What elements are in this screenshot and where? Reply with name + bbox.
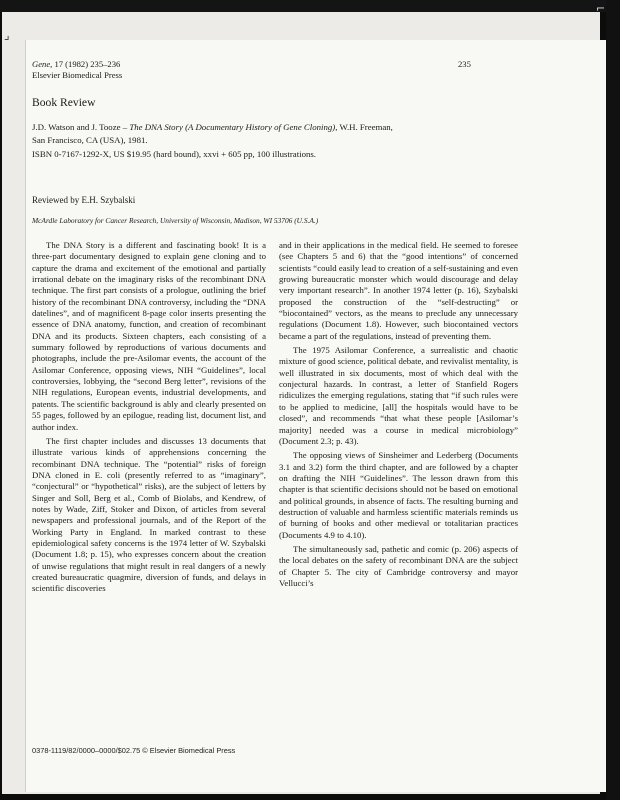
body-column-right bbox=[279, 240, 518, 589]
book-isbn: ISBN 0-7167-1292-X, US $19.95 (hard bound), xxvi + 605 pp, 100 illustrations. bbox=[32, 148, 317, 159]
paragraph: The opposing views of Sinsheimer and Lederberg (Documents 3.1 and 3.2) form the third chapter, and are followed by a chapter on drafting the NIH “Guidelines”. The lesson drawn from this chapter is that scientific decisions should not be based on emotional and political grounds, in absence of facts. The resulting burning and destruction of valuable and harmless scientific materials reminds us of burning of books and other medieval or totalitarian practices (Documents 4.9 to 4.10). bbox=[279, 450, 518, 540]
paragraph: The DNA Story is a different and fascinating book! It is a three-part documentary designed to explain gene cloning and to capture the drama and excitement of the emotional and partially irrational debate on the imaginary risks of the recombinant DNA technique. The first part consists of a prologue, outlining the brief history of the recombinant DNA controversy, including the “DNA datelines”, and of magnificent 8-page color inserts presenting the essence of DNA anatomy, function, and creation of recombinant DNA and its products. Sixteen chapters, each consisting of a summary followed by reproductions of various documents and photographs, include the pre-Asilomar events, the account of the Asilomar Conference, opposing views, NIH “Guidelines”, local controversies, lobbying, the “second Berg letter”, revisions of the NIH regulations, European events, industrial developments, and patents. The scientific background is ably and clearly presented on 55 pages, followed by an epilogue, reading list, document list, and author index. bbox=[32, 240, 266, 432]
journal-volume: , 17 (1982) 235–236 bbox=[50, 59, 121, 69]
journal-name: Gene bbox=[32, 59, 51, 69]
paragraph: The first chapter includes and discusses 13 documents that illustrate various kinds of apprehensions concerning the recombinant DNA technique. The “potential” risks of foreign DNA cloned in E. coli (presently referred to as “imaginary”, “conjectural” or “hypothetical” risks), are the subject of letters by Singer and Soll, Berg et al., Comb of Biolabs, and Kendrew, of notes by Wade, Ziff, Stoker and Dixon, of articles from several newspapers and professional journals, and of the Report of the Working Party in England. In marked contrast to these epidemiological safety concerns is the 1974 letter of W. Szybalski (Document 1.8; p. 15), who expresses concern about the creation of unwise regulations that might result in real dangers of a newly created bureaucratic quagmire, diversion of funds, and delays in scientific discoveries bbox=[32, 435, 266, 594]
reviewer-line: Reviewed by E.H. Szybalski bbox=[32, 195, 136, 205]
paragraph: The 1975 Asilomar Conference, a surrealistic and chaotic mixture of good science, political debate, and revivalist mentality, is well illustrated in six documents, most of which deal with the conjectural hazards. In contrast, a letter of Stanfield Rogers ridiculizes the emerging regulations, stating that “if such rules were to be applied to medicine, [all] the hospitals would have to be closed”, and recommends “that what these people [Asilomar’s majority] needed was a course in medical microbiology” (Document 2.3; p. 43). bbox=[279, 345, 519, 446]
running-header bbox=[32, 59, 122, 81]
publisher: Elsevier Biomedical Press bbox=[32, 70, 123, 80]
book-title: The DNA Story (A Documentary History of Gene Cloning) bbox=[129, 122, 336, 132]
book-authors: J.D. Watson and J. Tooze – bbox=[32, 122, 130, 132]
margin-mark-icon: ⌟ bbox=[4, 28, 10, 42]
dark-background-right bbox=[606, 0, 620, 800]
reviewer-affiliation: McArdle Laboratory for Cancer Research, University of Wisconsin, Madison, WI 53706 (U.S.A.) bbox=[32, 216, 319, 225]
body-column-left bbox=[32, 240, 266, 595]
page-number: 235 bbox=[458, 59, 471, 69]
book-citation bbox=[32, 121, 532, 161]
book-publisher: , W.H. Freeman, bbox=[335, 122, 393, 132]
dark-background-top bbox=[0, 0, 620, 12]
corner-mark-icon: ⌐ bbox=[596, 2, 606, 15]
paragraph: The simultaneously sad, pathetic and comic (p. 206) aspects of the local debates on the safety of recombinant DNA are the subject of Chapter 5. The city of Cambridge controversy and mayor Vellucci’s bbox=[279, 543, 518, 588]
section-title: Book Review bbox=[32, 96, 96, 109]
copyright-footer: 0378-1119/82/0000–0000/$02.75 © Elsevier Biomedical Press bbox=[32, 746, 236, 755]
paragraph: and in their applications in the medical field. He seemed to foresee (see Chapters 5 and 6) that the “good intentions” of concerned scientists “could easily lead to creation of a self-sustaining and even growing bureaucratic monster which would discourage and delay very important research”. In another 1974 letter (p. 16), Szybalski proposed the construction of the “self-destructing” or “biocontained” vectors, as the means to preclude any unnecessary regulations (Document 1.8). However, such biocontained vectors became a part of the regulations, instead of preventing them. bbox=[279, 240, 518, 341]
book-place-year: San Francisco, CA (USA), 1981. bbox=[32, 135, 148, 146]
